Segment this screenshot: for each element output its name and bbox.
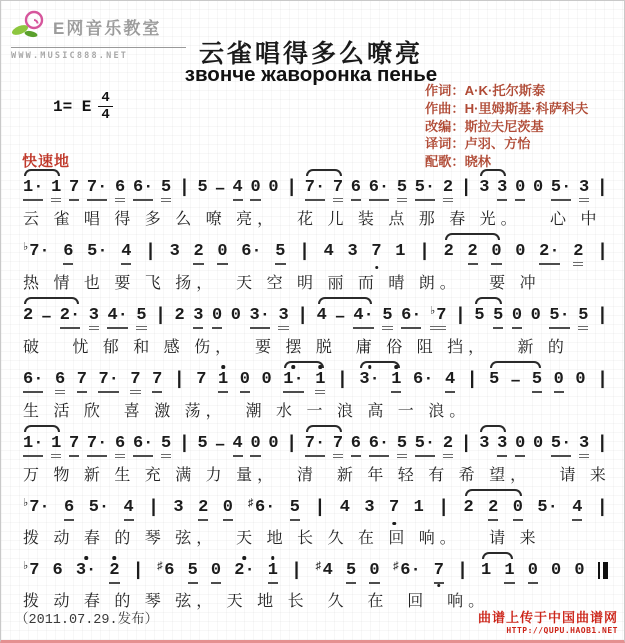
credit-composer: 作曲：H·里姆斯基·科萨科夫 [425,100,589,116]
note-token: 6 [64,499,74,521]
notes-line [21,233,610,268]
site-stamp [478,607,618,635]
note-token: 6· [133,179,153,201]
song-subtitle-russian: звонче жаворонка пенье [184,63,438,86]
duration-dash: – [215,434,225,453]
note-token: 0 [515,242,526,261]
note-token: 0 [513,499,523,521]
note-token: 4 [316,306,327,325]
slur-arc-icon [306,425,342,432]
note-token: 6 [52,561,63,580]
slur-arc-icon [306,169,342,176]
note-token: 6 [55,371,65,394]
note-token: 5· [415,435,435,457]
note-token: 3 [579,179,589,202]
note-token: 3 [479,434,490,453]
barline-icon: | [597,242,608,262]
logo-site-url: WWW.MUSIC888.NET [11,51,129,61]
lyrics-line: 万 物 新 生 充 满 力 量， 清 新 年 轻 有 希 望， 请 来 [23,467,611,484]
credit-arranger: 改编：斯拉夫尼茨基 [425,118,544,134]
barline-icon: | [291,561,302,581]
barline-icon: | [178,434,190,454]
lyrics-line: 云 雀 唱 得 多 么 嘹 亮， 花 儿 装 点 那 春 光。 心 中 [23,211,602,228]
note-token: ♯6 [156,561,175,580]
note-token: 4 [233,435,243,457]
slur-arc-icon [318,297,372,304]
note-token: 6· [369,179,389,201]
note-token: 6· [369,435,389,457]
slur-arc-icon [24,297,79,304]
note-token: 6 [115,435,125,458]
note-token: 3· [359,371,379,392]
note-token: 7 [69,179,79,201]
note-token: 5 [275,243,285,265]
note-token: 1 [504,562,514,584]
note-token: 5· [551,179,571,201]
system-2 [21,233,610,293]
note-token: 1 [395,242,406,261]
note-token: 3· [76,562,96,583]
note-token: 0 [261,370,272,389]
note-token: 2 [198,499,208,521]
note-token: 2· [539,243,559,265]
note-token: 5· [537,498,558,517]
sharp-icon: ♯ [392,561,400,573]
note-token: 7· [98,371,118,393]
note-token: 5 [578,307,588,330]
note-token: 5 [474,306,485,325]
barline-icon: | [286,178,298,198]
note-token: 0 [369,562,379,584]
barline-icon: | [596,434,608,454]
note-token: 5 [290,499,300,521]
note-token: 2 [488,499,498,521]
note-token: 3 [364,498,375,517]
note-token: ♭7· [23,242,50,261]
note-token: 6· [413,370,434,389]
final-barline-icon [598,562,608,579]
note-token: 4 [233,179,243,201]
note-token: 0 [574,561,585,580]
note-token: 4 [323,242,334,261]
barline-icon: | [178,178,190,198]
barline-icon: | [466,370,478,390]
note-token: 5 [197,178,208,197]
note-token: 3 [497,435,507,457]
note-token: 3 [347,242,358,261]
barline-icon: | [596,178,608,198]
credit-lyricist: 作词：A·K·托尔斯泰 [425,83,546,98]
note-token: 6 [351,435,361,457]
credits-block [425,82,588,171]
note-token: 2 [463,498,474,517]
note-token: 0 [212,307,222,329]
note-token: 0 [515,179,525,201]
note-token: 0 [532,178,544,197]
barline-icon: | [597,370,608,390]
barline-icon: | [457,561,468,581]
note-token: 5· [549,307,569,329]
note-token: 3 [579,435,589,458]
note-token: 1· [23,179,43,201]
meter-numerator: 4 [98,91,112,107]
system-6 [21,489,610,548]
barline-icon: | [596,498,608,518]
octave-down-dot-icon [375,266,379,270]
note-token: 5 [346,562,356,584]
octave-up-dot-icon [243,556,247,560]
barline-icon: | [597,306,608,326]
slur-arc-icon [24,425,60,432]
note-token: 4 [572,499,582,521]
flat-icon: ♭ [23,561,29,573]
note-token: 1· [283,371,303,393]
note-token: 7· [87,179,107,201]
duration-dash: – [41,306,52,325]
note-token: 0 [491,243,501,265]
note-token: 2· [60,307,80,329]
notes-line [21,489,610,523]
sharp-icon: ♯ [315,561,322,573]
note-token: 4 [445,371,455,393]
flat-icon: ♭ [430,306,436,318]
note-token: 7 [371,243,381,264]
note-token: 5 [161,435,171,458]
barline-icon: | [132,561,144,581]
logo-site-name: E网音乐教室 [53,19,162,38]
note-token: ♭7 [23,561,40,580]
notes-line [21,169,610,204]
system-4 [21,361,610,421]
slur-arc-icon [480,169,506,176]
note-token: 3 [193,307,203,329]
note-token: 7· [305,435,325,457]
time-signature [98,91,112,122]
note-token: 0 [211,562,221,584]
duration-dash: – [215,178,225,197]
note-token: 6· [23,371,43,393]
note-token: 0 [223,499,233,521]
note-token: 6· [241,242,262,261]
note-token: 0 [268,434,279,453]
note-token: 0 [532,434,544,453]
barline-icon: | [286,434,298,454]
note-token: 1 [268,562,278,584]
note-token: 0 [250,179,260,201]
note-token: ♯6· [247,498,276,517]
barline-icon: | [297,306,309,326]
system-7 [21,552,610,611]
slur-arc-icon [284,361,324,368]
slur-arc-icon [445,233,500,240]
note-token: 2 [23,306,34,325]
octave-up-dot-icon [113,556,117,560]
note-token: 5 [136,307,146,330]
key-signature [53,91,113,122]
note-token: 3· [250,307,270,329]
note-token: 1 [51,435,61,458]
note-token: 4 [339,498,350,517]
note-token: 3 [173,498,184,517]
lyrics-line: 拨 动 春 的 琴 弦， 天 地 长 久 在 回 响。 请 来 [23,530,541,547]
note-token: 1 [315,371,325,394]
song-title: 云雀唱得多么嘹亮 [198,40,423,68]
note-token: 2 [573,243,583,266]
note-token: 7· [305,179,325,201]
octave-down-dot-icon [392,522,396,526]
note-token: 5 [161,179,171,202]
octave-down-dot-icon [437,584,441,588]
note-token: 0 [250,435,260,457]
slur-arc-icon [480,425,506,432]
barline-icon: | [454,306,466,326]
note-token: 7 [152,371,162,393]
lyrics-line: 热 情 也 要 飞 扬， 天 空 明 丽 而 晴 朗。 要 冲 [23,275,541,292]
slur-arc-icon [360,361,400,368]
stamp-site-name: 曲谱上传于中国曲谱网 [477,610,618,625]
key-label: 1= E [53,97,92,116]
note-token: 5 [493,307,503,329]
barline-icon: | [419,242,430,262]
note-token: 3 [278,307,288,330]
note-token: 0 [512,307,522,329]
barline-icon: | [148,498,159,518]
note-token: ♯4 [315,561,333,580]
note-token: 5 [382,307,392,330]
slur-arc-icon [482,552,513,559]
note-token: 6 [63,243,73,265]
lyrics-line: 生 活 欣 喜 激 荡， 潮 水 一 浪 高 一 浪。 [23,403,471,420]
note-token: 7· [87,435,107,457]
note-token: 0 [268,178,279,197]
sharp-icon: ♯ [156,561,164,573]
note-token: 2 [443,435,453,458]
note-token: 7 [77,371,87,393]
note-token: ♭7· [23,498,50,517]
note-token: 6· [401,307,421,329]
note-token: 5 [532,371,542,393]
note-token: 1 [413,498,424,517]
system-1 [21,169,610,229]
system-3 [21,297,610,357]
duration-dash: – [335,306,345,325]
note-token: 7 [389,499,399,520]
tempo-marking: 快速地 [22,153,71,170]
note-token: 2· [234,562,254,583]
barline-icon: | [155,306,166,326]
flower-leaf-icon [11,9,49,44]
notes-line [21,361,610,396]
note-token: 0 [530,306,541,325]
note-token: 4 [121,243,131,265]
duration-dash: – [510,370,521,389]
slur-arc-icon [24,169,60,176]
flat-icon: ♭ [23,498,29,510]
barline-icon: | [145,242,156,262]
note-token: 2 [443,179,453,202]
note-token: 5 [197,434,208,453]
note-token: 1· [23,435,43,457]
note-token: 0 [551,561,562,580]
note-token: 0 [528,562,538,584]
meter-denominator: 4 [101,107,110,123]
note-token: 5 [397,435,407,458]
sharp-icon: ♯ [247,498,254,510]
note-token: 0 [554,371,564,393]
note-token: ♯6· [392,561,421,580]
lyrics-line: 破 忧 郁 和 感 伤， 要 摆 脱 庸 俗 阻 挡， 新 的 [23,339,569,356]
note-token: 3 [497,179,507,201]
note-token: 1 [391,371,401,393]
barline-icon: | [314,498,326,518]
note-token: 5· [415,179,435,201]
note-token: 2 [174,306,185,325]
score [21,169,610,615]
note-token: 5· [88,498,110,517]
octave-up-dot-icon [271,556,275,560]
octave-up-dot-icon [84,556,88,560]
note-token: 7 [434,562,444,584]
note-token: 0 [515,435,525,457]
note-token: 6 [115,179,125,202]
note-token: 1 [481,561,492,580]
barline-icon: | [299,242,310,262]
credit-translator: 译词：卢羽、方怡 [425,136,531,152]
note-token: 7 [196,370,207,389]
flat-icon: ♭ [23,242,29,254]
slur-arc-icon [465,489,522,496]
note-token: 2 [443,242,454,261]
note-token: 7 [333,435,343,458]
note-token: ♭7 [430,307,446,330]
note-token: 0 [240,371,250,393]
note-token: 1 [218,371,228,393]
note-token: 1 [51,179,61,202]
barline-icon: | [460,434,472,454]
barline-icon: | [173,370,185,390]
publish-date: （2011.07.29.发布） [15,613,159,628]
note-token: 6· [133,435,153,457]
note-token: 2 [468,243,478,265]
note-token: 7 [130,371,140,394]
note-token: 2 [193,243,203,265]
note-token: 3 [169,242,180,261]
note-token: 5 [489,370,500,389]
lyrics-line: 拨 动 春 的 琴 弦， 天 地 长 久 在 回 响。 [23,593,490,610]
stamp-site-url: HTTP://QUPU.HAOB1.NET [506,626,618,635]
slur-arc-icon [475,297,502,304]
note-token: 7 [69,435,79,457]
note-token: 5 [188,562,198,584]
note-token: 3 [89,307,99,330]
note-token: 0 [230,306,241,325]
notes-line [21,425,610,460]
note-token: 5· [87,242,108,261]
system-5 [21,425,610,485]
note-token: 4· [353,307,373,329]
note-token: 5 [397,179,407,202]
slur-arc-icon [490,361,541,368]
note-token: 6 [351,179,361,201]
note-token: 0 [217,243,227,265]
note-token: 5· [551,435,571,457]
notes-line [21,552,610,586]
notes-line [21,297,610,332]
barline-icon: | [438,498,450,518]
note-token: 4 [124,499,134,521]
note-token: 0 [575,370,586,389]
note-token: 2 [109,562,119,584]
credit-vocal-arranger: 配歌：晓林 [425,154,491,170]
octave-up-dot-icon [221,365,225,369]
barline-icon: | [336,370,348,390]
note-token: 4· [107,307,127,329]
barline-icon: | [460,178,472,198]
note-token: 7 [333,179,343,202]
note-token: 3 [479,178,490,197]
